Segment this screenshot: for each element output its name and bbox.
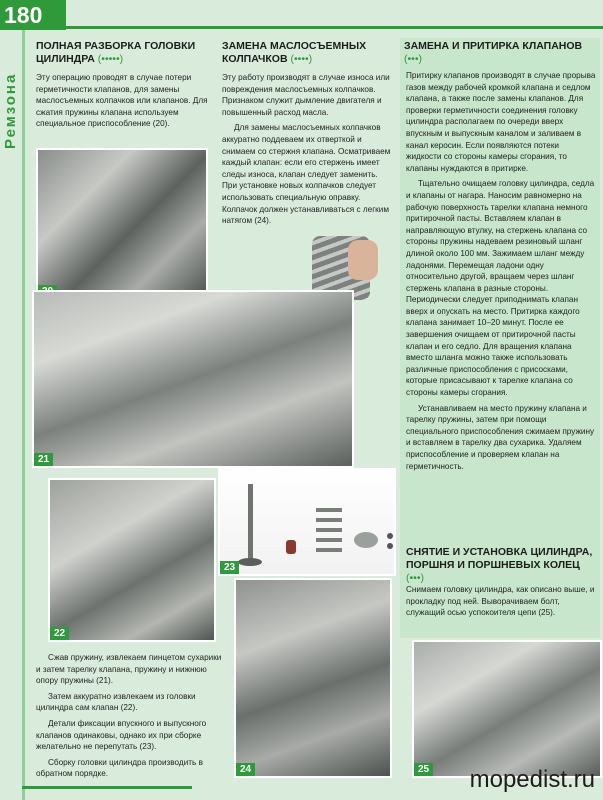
difficulty-stars: (•••): [406, 572, 425, 584]
paragraph: Для замены маслосъемных колпачков аккуратно поддеваем их отверткой и снимаем со стержня клапана. Осматриваем каждый клапан: если его стержень имеет следы износа, клапан следует заменить. При установке новых колпачков следует использовать специальную оправку. Колпачок должен устанавливаться с легким натягом (24).: [222, 123, 391, 226]
difficulty-stars: (•••••): [97, 53, 124, 65]
photo-number: 25: [414, 763, 433, 776]
photo-hand-inset: [348, 240, 378, 280]
heading-text: ПОЛНАЯ РАЗБОРКА ГОЛОВКИ ЦИЛИНДРА: [36, 40, 196, 65]
column-3-text: [406, 70, 596, 476]
paragraph: Снимаем головку цилиндра, как описано выше, и прокладку под ней. Выворачиваем болт, служащий осью успокоителя цепи (25).: [406, 585, 595, 618]
heading-valve-lapping: [404, 40, 594, 66]
section-tag: Ремзона: [2, 72, 19, 150]
photo-number: 21: [34, 453, 53, 466]
difficulty-stars: (••••): [290, 53, 313, 65]
photo-number: 24: [236, 763, 255, 776]
photo-tweezers-collets: [32, 290, 354, 468]
photo-number: 22: [50, 627, 69, 640]
top-rule: [62, 26, 603, 29]
column-2-text: [222, 72, 394, 231]
paragraph: Тщательно очищаем головку цилиндра, седла и клапаны от нагара. Наносим равномерно на рабочую поверхность тарелки клапана немного притирочной пасты. Вставляем клапан в направляющую втулку, на стержень клапана со стороны пружины надеваем резиновый шланг длиной около 100 мм. Зажимаем шланг между ладонями. Перемещая ладони одну относительно другой, вращаем через шланг стержень клапана в разные стороны. Периодически следует приподнимать клапан вверх и опускать на место. Притирка каждого клапана занимает 10–20 минут. После ее завершения очищаем от притирочной пасты клапан и его седло. Для вращения клапана вместо шланга можно также использовать различные приспособления с присосками, которые присасывают к тарелке клапана со стороны камеры сгорания.: [406, 179, 595, 398]
paragraph: Притирку клапанов производят в случае прорыва газов между рабочей кромкой клапана и седлом клапана, а также после замены клапанов. Для проверки герметичности соединения головку цилиндра располагаем по очереди вверх впускным и выпускным каналом и заливаем в канал керосин. Если появляются потеки жидкости со стороны камеры сгорания, то клапаны нуждаются в притирке.: [406, 71, 596, 173]
heading-text: ЗАМЕНА МАСЛОСЪЕМНЫХ КОЛПАЧКОВ: [222, 40, 367, 65]
heading-text: СНЯТИЕ И УСТАНОВКА ЦИЛИНДРА, ПОРШНЯ И ПОРШНЕВЫХ КОЛЕЦ: [406, 546, 593, 571]
paragraph: Сжав пружину, извлекаем пинцетом сухарики и затем тарелку клапана, пружину и нижнюю опору пружины (21).: [36, 653, 222, 686]
page-number: 180: [0, 0, 66, 30]
watermark: mopedist.ru: [469, 766, 595, 793]
photo-compressor-tool: [36, 148, 208, 300]
bottom-rule: [22, 786, 192, 789]
photo-chain-tensioner-bolt: [412, 640, 602, 778]
column-1-steps: [36, 652, 226, 784]
heading-cylinder-piston: [406, 546, 600, 585]
photo-valve-parts: [218, 468, 396, 576]
paragraph: Эту операцию проводят в случае потери герметичности клапанов, для замены маслосъемных колпачков или клапанов. Для сжатия пружины клапана используем специальное приспособление (20).: [36, 73, 208, 129]
photo-valve-removal: [48, 478, 216, 642]
difficulty-stars: (•••): [404, 53, 423, 65]
photo-number: 23: [220, 561, 239, 574]
paragraph: Эту работу производят в случае износа или повреждения маслосъемных колпачков. Признаком служит дымление двигателя и повышенный расход масла.: [222, 73, 390, 117]
valve-parts-illustration: [220, 470, 396, 576]
heading-full-disassembly: [36, 40, 216, 66]
photo-seal-installation: [234, 578, 392, 778]
paragraph: Сборку головки цилиндра производить в обратном порядке.: [36, 757, 203, 779]
column-4-text: [406, 584, 598, 623]
heading-text: ЗАМЕНА И ПРИТИРКА КЛАПАНОВ: [404, 40, 583, 52]
column-1-intro: [36, 72, 214, 134]
paragraph: Затем аккуратно извлекаем из головки цилиндра сам клапан (22).: [36, 691, 196, 713]
heading-valve-seals: [222, 40, 392, 66]
paragraph: Устанавливаем на место пружину клапана и тарелку пружины, затем при помощи специального приспособления сжимаем пружину и вставляем в тарелку два сухарика. Удаляем приспособление и проверяем клапан на герметичность.: [406, 403, 595, 471]
paragraph: Детали фиксации впускного и выпускного клапанов одинаковы, однако их при сборке желательно не перепутать (23).: [36, 718, 207, 752]
